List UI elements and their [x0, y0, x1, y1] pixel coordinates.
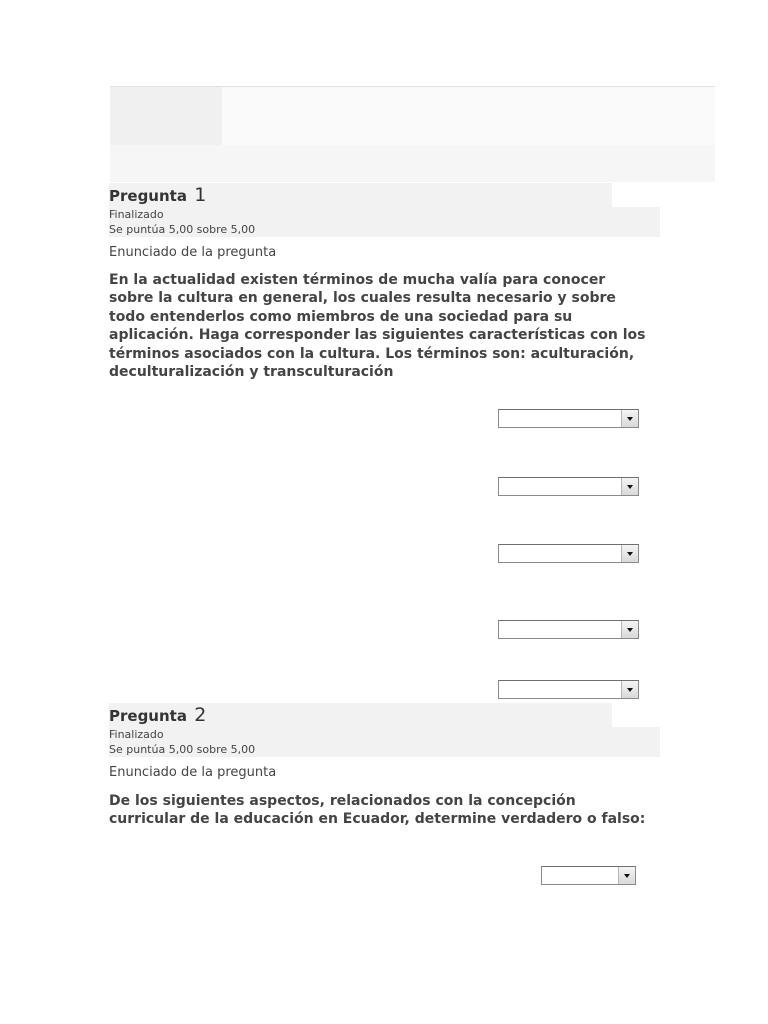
chevron-down-icon	[621, 410, 638, 427]
match-select-3[interactable]	[498, 544, 639, 563]
question-1-title	[109, 184, 206, 206]
question-2-title	[109, 704, 206, 726]
question-label: Pregunta	[109, 707, 187, 725]
question-number: 1	[194, 184, 207, 206]
match-select-2[interactable]	[498, 477, 639, 496]
chevron-down-icon	[621, 621, 638, 638]
chevron-down-icon	[621, 545, 638, 562]
chevron-down-icon	[621, 478, 638, 495]
match-select-4[interactable]	[498, 620, 639, 639]
attempt-summary-table	[110, 86, 715, 146]
question-1-grade: Se puntúa 5,00 sobre 5,00	[109, 223, 256, 236]
summary-header-cell	[110, 87, 222, 145]
true-false-select-1[interactable]	[541, 866, 636, 885]
summary-row	[110, 145, 715, 182]
question-2-text: De los siguientes aspectos, relacionados con la concepción curricular de la educación en Ecuador, determine verdadero o falso:	[109, 793, 646, 828]
question-2-grade: Se puntúa 5,00 sobre 5,00	[109, 743, 256, 756]
question-2-statement-label: Enunciado de la pregunta	[109, 765, 277, 780]
question-label: Pregunta	[109, 187, 187, 205]
question-1-text: En la actualidad existen términos de mucha valía para conocer sobre la cultura en general, los cuales resulta necesario y sobre todo entenderlos como miembros de una sociedad para su aplicación. Haga corresponder las siguientes características con los términos asociados con la cultura. Los términos son: aculturación, deculturalización y transculturación	[109, 272, 646, 381]
match-select-1[interactable]	[498, 409, 639, 428]
question-1-statement-label: Enunciado de la pregunta	[109, 245, 277, 260]
chevron-down-icon	[621, 681, 638, 698]
question-2-state: Finalizado	[109, 728, 164, 741]
chevron-down-icon	[618, 867, 635, 884]
question-number: 2	[194, 704, 207, 726]
match-select-5[interactable]	[498, 680, 639, 699]
question-1-state: Finalizado	[109, 208, 164, 221]
